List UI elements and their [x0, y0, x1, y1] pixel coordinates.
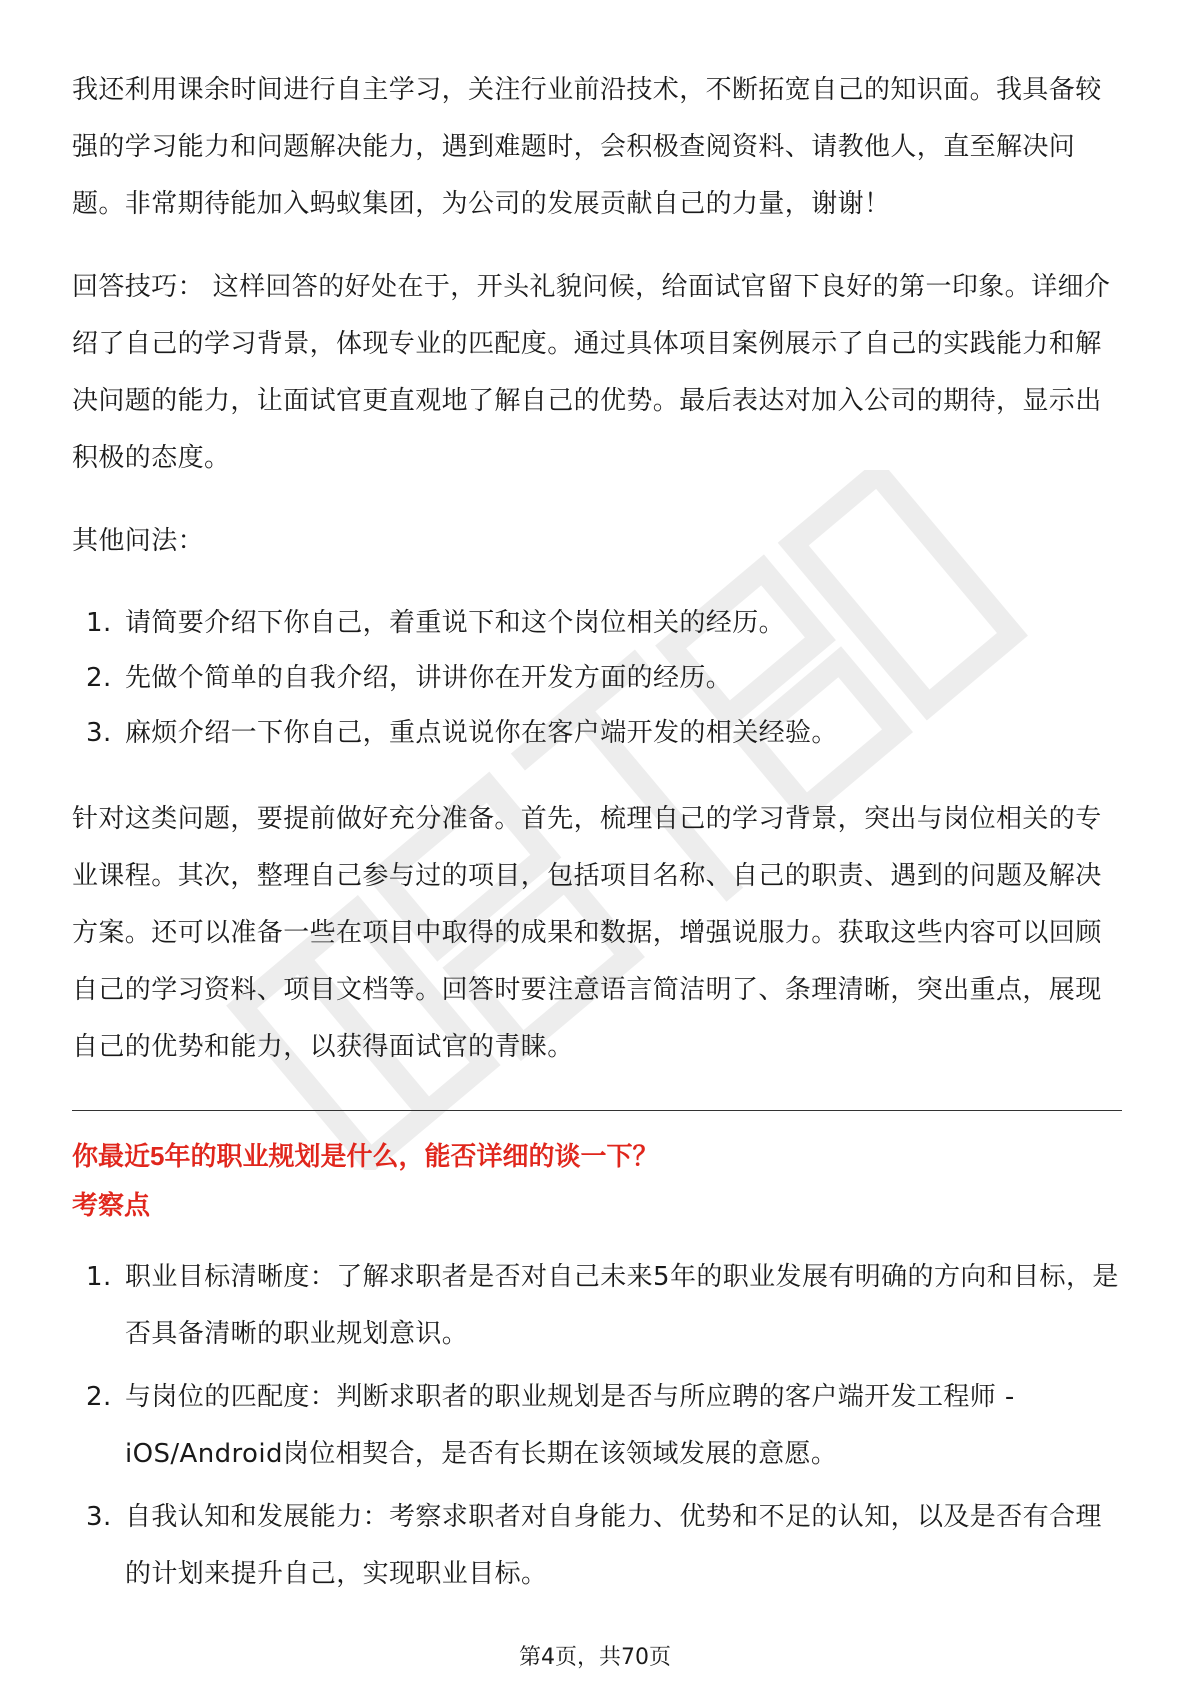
- list-item: 3. 麻烦介绍一下你自己，重点说说你在客户端开发的相关经验。: [86, 718, 838, 748]
- other-questions-heading: 其他问法：: [72, 526, 205, 556]
- page-content: [72, 62, 1122, 1603]
- list-item: 1. 职业目标清晰度：了解求职者是否对自己未来5年的职业发展有明确的方向和目标，是否具备清晰的职业规划意识。: [86, 1262, 1119, 1349]
- list-item: 2. 与岗位的匹配度：判断求职者的职业规划是否与所应聘的客户端开发工程师 - iOS/Android岗位相契合，是否有长期在该领域发展的意愿。: [86, 1382, 1015, 1469]
- list-item: 1. 请简要介绍下你自己，着重说下和这个岗位相关的经历。: [86, 608, 786, 638]
- question-subtitle: 考察点: [72, 1191, 151, 1221]
- paragraph-advice: 针对这类问题，要提前做好充分准备。首先，梳理自己的学习背景，突出与岗位相关的专业课程。其次，整理自己参与过的项目，包括项目名称、自己的职责、遇到的问题及解决方案。还可以准备一些在项目中取得的成果和数据，增强说服力。获取这些内容可以回顾自己的学习资料、项目文档等。回答时要注意语言简洁明了、条理清晰，突出重点，展现自己的优势和能力，以获得面试官的青睐。: [72, 804, 1102, 1062]
- other-questions-list: [72, 596, 1122, 761]
- question-title: 你最近5年的职业规划是什么，能否详细的谈一下？: [72, 1141, 659, 1171]
- section-divider: [72, 1110, 1122, 1111]
- assessment-points-list: [72, 1249, 1122, 1603]
- list-item: 3. 自我认知和发展能力：考察求职者对自身能力、优势和不足的认知，以及是否有合理的计划来提升自己，实现职业目标。: [86, 1502, 1102, 1589]
- page-footer: 第4页，共70页: [519, 1645, 671, 1670]
- list-item: 2. 先做个简单的自我介绍，讲讲你在开发方面的经历。: [86, 663, 733, 693]
- paragraph-self-study: 我还利用课余时间进行自主学习，关注行业前沿技术，不断拓宽自己的知识面。我具备较强的学习能力和问题解决能力，遇到难题时，会积极查阅资料、请教他人，直至解决问题。非常期待能加入蚂蚁集团，为公司的发展贡献自己的力量，谢谢！: [72, 75, 1102, 219]
- paragraph-answer-tips: 回答技巧： 这样回答的好处在于，开头礼貌问候，给面试官留下良好的第一印象。详细介绍了自己的学习背景，体现专业的匹配度。通过具体项目案例展示了自己的实践能力和解决问题的能力，让面试官更直观地了解自己的优势。最后表达对加入公司的期待，显示出积极的态度。: [72, 272, 1111, 473]
